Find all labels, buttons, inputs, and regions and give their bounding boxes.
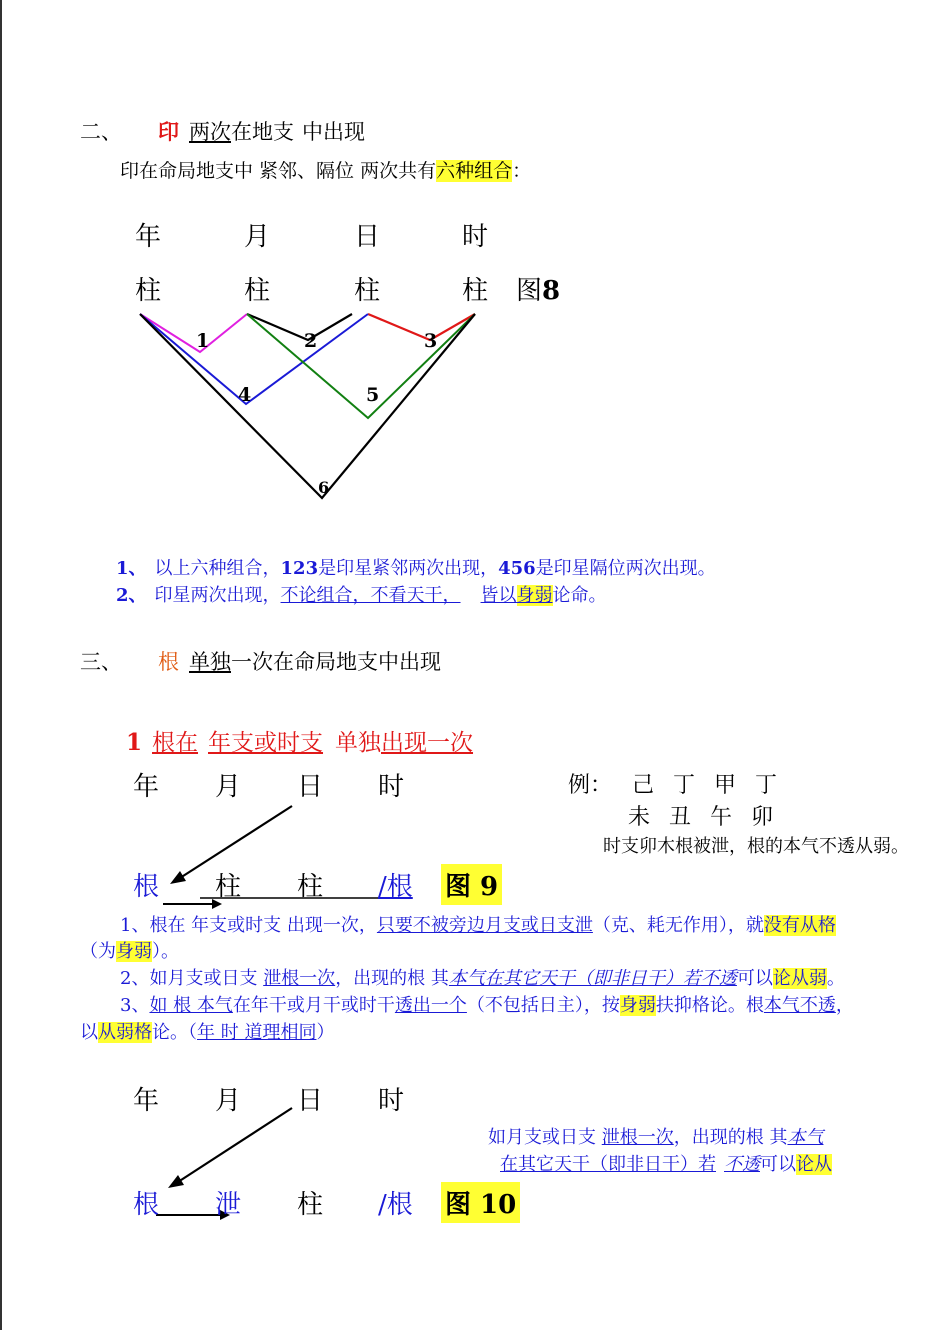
fig8-row1-year: 年: [135, 222, 162, 252]
rule-3-line-1: [120, 991, 854, 1017]
fig10-label: 图 10: [441, 1182, 520, 1223]
example-note: 时支卯木根被泄，根的本气不透从弱。: [603, 836, 909, 857]
fig9-root: 根: [133, 872, 160, 902]
fig9-row1-day: 日: [297, 772, 324, 802]
fig9-hour-root: /根: [378, 872, 413, 902]
fig8-row1-hour: 时: [462, 222, 489, 252]
rule-3-highlight-2: 从弱格: [98, 1022, 152, 1043]
fig10-hour-root: /根: [378, 1190, 413, 1220]
fig9-label: 图 9: [441, 864, 502, 905]
rule-3-highlight: 身弱: [619, 995, 656, 1016]
sub-text-b: 年支或时支: [208, 730, 324, 756]
rule-2-text-h: 。: [826, 968, 845, 989]
rule-3-text-d: 透出一个: [394, 995, 467, 1016]
fig9-row1-hour: 时: [378, 772, 405, 802]
fig9-pillar-month: 柱: [215, 872, 242, 902]
sub-text-a: 根在: [152, 730, 199, 756]
fig10-note-line-1: [488, 1123, 823, 1149]
rule-3-text-b: 如 根 本气: [149, 995, 233, 1016]
fig9-row1-year: 年: [133, 772, 160, 802]
fig8-pillar-3: 柱: [354, 276, 381, 306]
fig10-pillar-day: 柱: [297, 1190, 324, 1220]
fig8-row1-month: 月: [244, 222, 271, 252]
fig10-note-text-f: 不透: [724, 1154, 760, 1175]
fig10-root: 根: [133, 1190, 160, 1220]
fig8-row1-day: 日: [354, 222, 381, 252]
fig10-row1-day: 日: [297, 1086, 324, 1116]
fig10-note-text-c: ，出现的根 其: [673, 1127, 788, 1148]
keyword-single: 单独: [189, 650, 231, 674]
fig10-arrow-line: [178, 1108, 292, 1182]
note-1-text-c: 是印星隔位两次出现。: [535, 558, 716, 579]
subheading-1: [126, 724, 473, 757]
note-2-index: 2、: [116, 585, 147, 606]
rule-1-highlight: 没有从格: [763, 915, 836, 936]
fig9-row1-month: 月: [215, 772, 242, 802]
rule-3-text-h: 本气不透: [763, 995, 836, 1016]
sub-text-d: 出现一次: [381, 730, 474, 756]
example-label: 例：: [568, 773, 613, 798]
combo-label-4: 4: [238, 384, 252, 406]
note-1-text-a: 以上六种组合，: [154, 558, 281, 579]
rule-1-line-2: [80, 937, 179, 963]
sub-number: 1: [126, 729, 143, 756]
intro-text: 印在命局地支中 紧邻、隔位 两次共有: [120, 160, 437, 182]
rule-3-text-a: 3、: [120, 995, 150, 1016]
rule-2-highlight: 论从弱: [772, 968, 827, 989]
rule-3-text-l: 论。（: [152, 1022, 197, 1043]
rule-3-text-n: ）: [316, 1022, 335, 1043]
rule-2-text-b: 泄根一次: [263, 968, 336, 989]
fig9-arrowhead: [170, 871, 186, 884]
rule-3-line-2: [80, 1018, 334, 1044]
fig10-note-text-d: 本气: [787, 1127, 824, 1148]
combo-label-5: 5: [366, 384, 380, 406]
fig8-pillar-2: 柱: [244, 276, 271, 306]
fig8-label-text: 图: [516, 276, 543, 306]
rule-3-text-m: 年 时 道理相同: [197, 1022, 317, 1043]
rule-2-text-c: ，出现的根 其: [335, 968, 449, 989]
heading-text: 一次在命局地支中出现: [231, 650, 441, 674]
fig10-row1-hour: 时: [378, 1086, 405, 1116]
note-1-num-b: 456: [498, 558, 536, 579]
heading-text: 在地支: [231, 120, 294, 144]
combo-label-3: 3: [424, 330, 438, 352]
rule-3-text-e: （不包括日主），按: [466, 995, 620, 1016]
rule-3-text-g: 扶抑格论。根: [655, 995, 764, 1016]
fig10-leak: 泄: [215, 1190, 242, 1220]
combo-label-6: 6: [318, 478, 330, 497]
highlight-six-combos: 六种组合: [436, 160, 513, 182]
fig10-note-text-e: 在其它天干（即非日干）若: [500, 1154, 716, 1175]
example-branches: 未 丑 午 卯: [628, 805, 779, 830]
combo-3-line: [368, 314, 475, 340]
note-2-text-a: 印星两次出现，: [154, 585, 281, 606]
rule-3-text-i: ，: [835, 995, 854, 1016]
rule-1-text-a: 1、根在 年支或时支 出现一次，: [120, 915, 377, 936]
fig8-pillar-4: 柱: [462, 276, 489, 306]
fig10-row1-month: 月: [215, 1086, 242, 1116]
fig8-label-number: 8: [542, 276, 561, 306]
rule-1-text-b: 只要不被旁边月支或日支泄: [376, 915, 593, 936]
note-2-highlight: 身弱: [516, 585, 553, 606]
note-1: [116, 554, 716, 580]
note-2-text-b: 不论组合，不看天干，: [280, 585, 461, 606]
rule-1-text-c: （克、耗无作用），就: [592, 915, 764, 936]
rule-1-line-1: [120, 911, 836, 937]
fig10-note-highlight: 论从: [796, 1154, 832, 1175]
section-3-heading: [80, 646, 441, 676]
rule-2-text-d: 本气在其它天干（即非日干）若: [448, 968, 701, 989]
keyword-twice: 两次: [189, 120, 231, 144]
combo-label-1: 1: [196, 330, 210, 352]
rule-1-text-e: （为: [80, 941, 116, 962]
rule-2-text-e: 不透: [700, 968, 737, 989]
rule-1-highlight-2: 身弱: [116, 941, 152, 962]
section-number: 二、: [80, 120, 122, 144]
intro-colon: ：: [512, 160, 532, 182]
example-stems: 己 丁 甲 丁: [632, 773, 783, 798]
fig10-note-text-a: 如月支或日支: [488, 1127, 602, 1148]
fig8-pillar-1: 柱: [135, 276, 162, 306]
combo-label-2: 2: [304, 330, 318, 352]
fig9-pillar-day: 柱: [297, 872, 324, 902]
note-2-text-d: 论命。: [552, 585, 607, 606]
keyword-root: 根: [158, 650, 179, 674]
fig10-note-text-g: 可以: [760, 1154, 796, 1175]
combo-1-line: [140, 314, 247, 352]
sub-text-c: 单独: [335, 730, 382, 756]
rule-2-text-f: 可以: [736, 968, 773, 989]
rule-1-text-g: ）。: [152, 941, 179, 962]
keyword-yin: 印: [158, 120, 179, 144]
rule-3-text-c: 在年干或月干或时干: [232, 995, 395, 1016]
section-number: 三、: [80, 650, 122, 674]
combo-4-line: [140, 314, 368, 404]
note-2: [116, 581, 607, 607]
note-1-index: 1、: [116, 558, 147, 579]
rule-2-text-a: 2、如月支或日支: [120, 968, 264, 989]
note-1-num-a: 123: [280, 558, 319, 579]
fig10-arrowhead: [168, 1175, 184, 1188]
note-1-text-b: 是印星紧邻两次出现，: [318, 558, 499, 579]
fig10-note-text-b: 泄根一次: [601, 1127, 674, 1148]
fig10-note-line-2: [500, 1150, 832, 1176]
rule-3-text-j: 以: [80, 1022, 98, 1043]
note-2-text-c: 皆以: [480, 585, 517, 606]
rule-2: [120, 964, 845, 990]
fig10-row1-year: 年: [133, 1086, 160, 1116]
heading-text-2: 中出现: [302, 120, 365, 144]
